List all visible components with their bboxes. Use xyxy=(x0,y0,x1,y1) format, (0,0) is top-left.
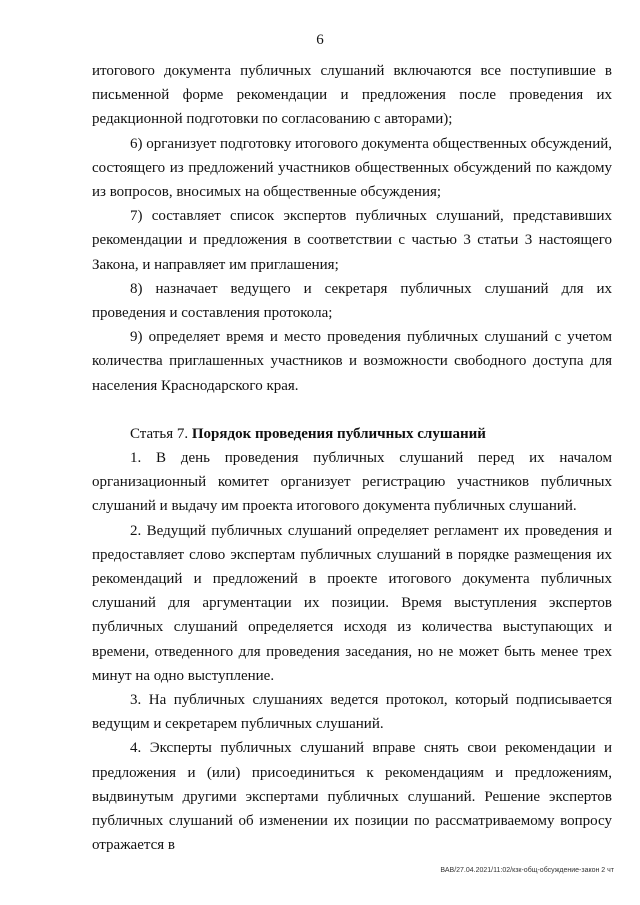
article-7-part-1: 1. В день проведения публичных слушаний перед их началом организационный комитет организует регистрацию участников публичных слушаний и выдачу им проекта итогового документа публичных слушаний. xyxy=(92,450,612,515)
paragraph-item-8: 8) назначает ведущего и секретаря публичных слушаний для их проведения и составления протокола; xyxy=(92,280,612,322)
document-body xyxy=(92,59,612,858)
article-7-part-3: 3. На публичных слушаниях ведется протокол, который подписывается ведущим и секретарем публичных слушаний. xyxy=(92,692,612,733)
paragraph-item-9: 9) определяет время и место проведения публичных слушаний с учетом количества приглашенных участников и возможности свободного доступа для населения Краснодарского края. xyxy=(92,329,612,394)
document-footer: ВАВ/27.04.2021/11:02/кзк-общ-обсуждение-закон 2 чт xyxy=(440,867,614,874)
paragraph-continuation: итогового документа публичных слушаний включаются все поступившие в письменной форме рекомендации и предложения после проведения их редакционной подготовки по согласованию с авторами); xyxy=(92,63,612,128)
page-number: 6 xyxy=(316,32,324,48)
article-7-part-2: 2. Ведущий публичных слушаний определяет регламент их проведения и предоставляет слово экспертам публичных слушаний в порядке размещения их рекомендаций и предложений в проекте итогового документа публичных слушаний для аргументации их позиции. Время выступления экспертов публичных слушаний определяется исходя из количества выступающих и времени, отведенного для проведения заседания, но не может быть менее трех минут на одно выступление. xyxy=(92,522,612,684)
paragraph-item-6: 6) организует подготовку итогового документа общественных обсуждений, состоящего из предложений участников общественных обсуждений по каждому из вопросов, вносимых на общественные обсуждения; xyxy=(92,135,612,201)
paragraph-item-7: 7) составляет список экспертов публичных слушаний, представивших рекомендации и предложения в соответствии с частью 3 статьи 3 настоящего Закона, и направляет им приглашения; xyxy=(92,208,612,273)
article-heading xyxy=(92,422,612,446)
section-spacer xyxy=(92,398,612,422)
article-number: Статья 7. xyxy=(130,425,192,442)
article-title: Порядок проведения публичных слушаний xyxy=(191,425,486,442)
article-7-part-4: 4. Эксперты публичных слушаний вправе снять свои рекомендации и предложения и (или) присоединиться к рекомендациям и предложениям, выдвинутым другими экспертами публичных слушаний. Решение экспертов публичных слушаний об изменении их позиции по рассматриваемому вопросу отражается в xyxy=(92,740,612,854)
